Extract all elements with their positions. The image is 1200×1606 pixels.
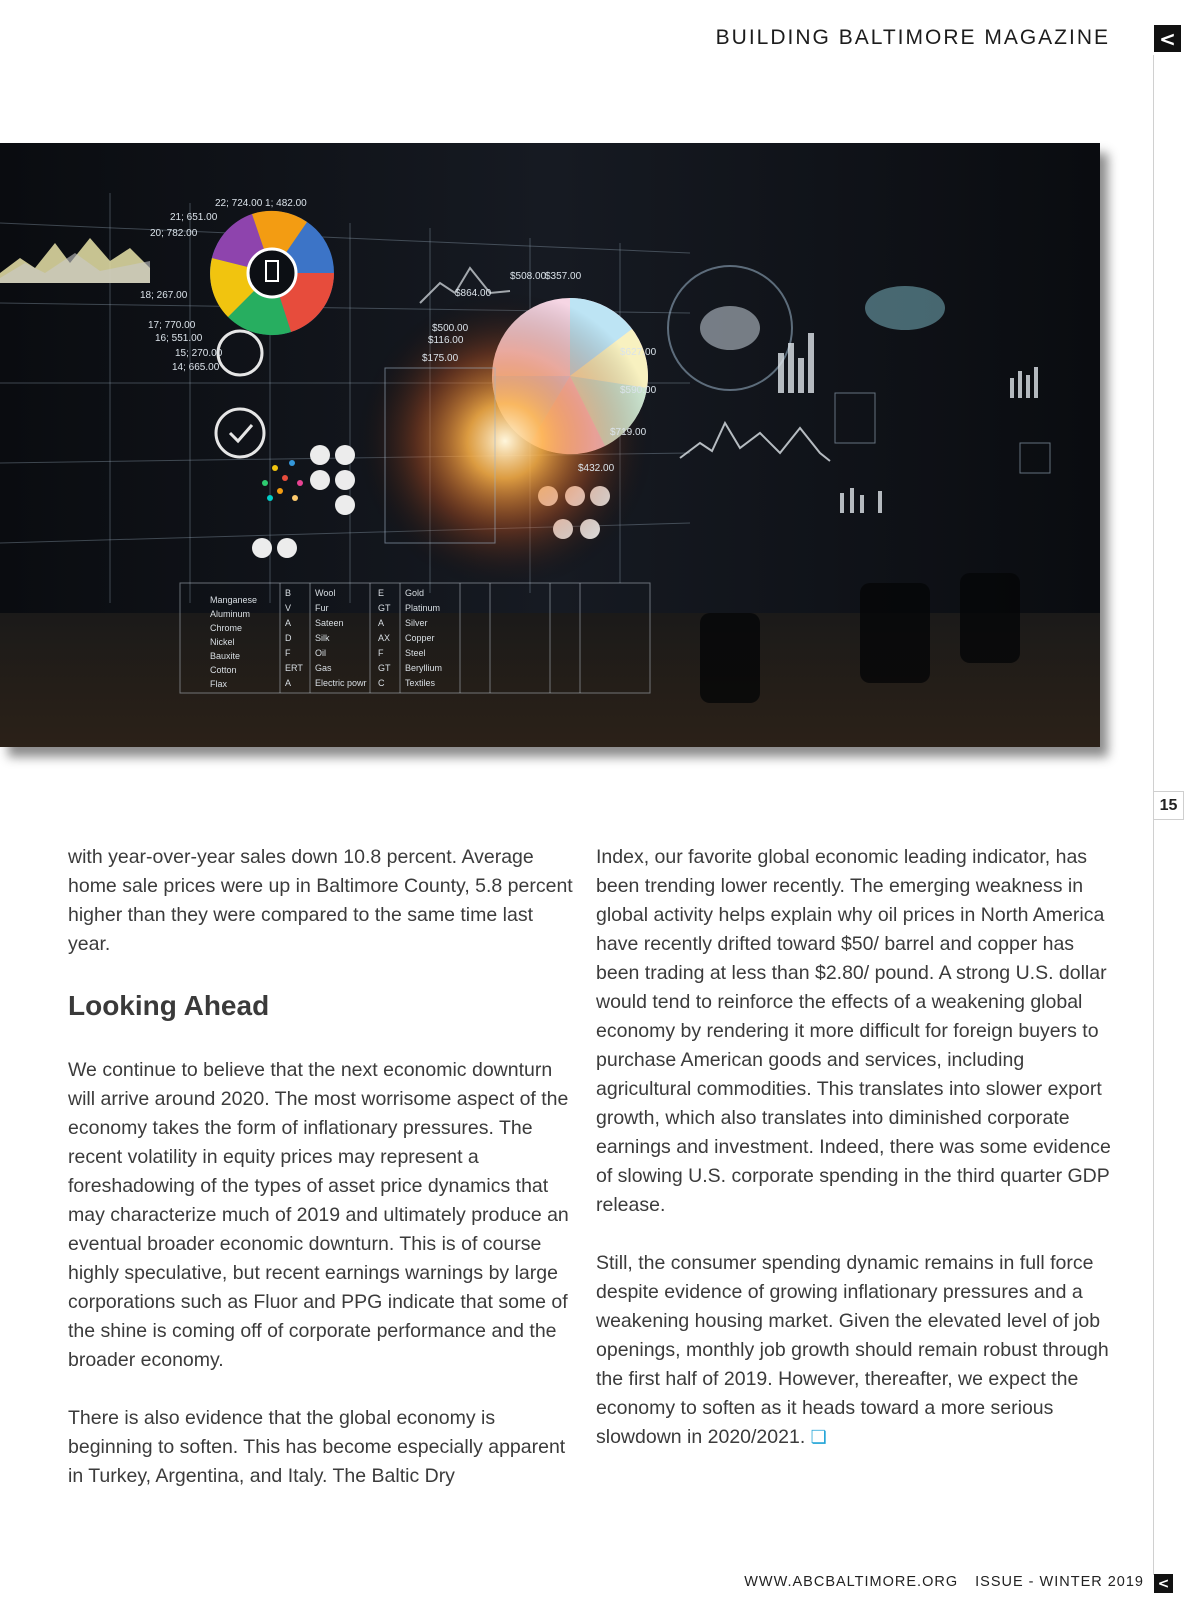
figure-label: $432.00 bbox=[578, 463, 615, 474]
table-cell: D bbox=[285, 633, 292, 643]
page-number: 15 bbox=[1153, 791, 1184, 820]
pie-chart-left bbox=[210, 211, 334, 335]
table-cell: Nickel bbox=[210, 637, 235, 647]
table-cell: A bbox=[378, 618, 385, 628]
figure-label: $175.00 bbox=[422, 353, 459, 364]
table-cell: F bbox=[378, 648, 384, 658]
figure-label: $357.00 bbox=[545, 271, 582, 282]
paragraph: with year-over-year sales down 10.8 percent. Average home sale prices were up in Baltimore County, 5.8 percent higher than they were compared to the same time last year. bbox=[68, 846, 573, 955]
footer-back-chevron-icon[interactable]: < bbox=[1154, 1574, 1173, 1593]
figure-label: $864.00 bbox=[455, 288, 492, 299]
figure-label: 15; 270.00 bbox=[175, 348, 223, 359]
lens-flare bbox=[355, 291, 655, 591]
paragraph: Index, our favorite global economic leading indicator, has been trending lower recently. The emerging weakness in global activity helps explain why oil prices in North America have recently drifted toward $50/ barrel and copper has been trading at less than $2.80/ pound. A strong U.S. dollar would tend to reinforce the effects of a weakening global economy by rendering it more difficult for foreign buyers to purchase American goods and services, including agricultural commodities. This translates into slower export growth, which also translates into diminished corporate earnings and investment. Indeed, there was some evidence of slowing U.S. corporate spending in the third quarter GDP release. bbox=[596, 846, 1111, 1216]
table-cell: Sateen bbox=[315, 618, 344, 628]
paragraph-final bbox=[596, 1249, 1116, 1452]
page-footer bbox=[744, 1574, 1144, 1590]
table-cell: Electric powr bbox=[315, 678, 367, 688]
table-cell: Gas bbox=[315, 663, 332, 673]
table-cell: Beryllium bbox=[405, 663, 443, 673]
paragraph: We continue to believe that the next economic downturn will arrive around 2020. The most worrisome aspect of the economy takes the form of inflationary pressures. The recent volatility in equity prices may represent a foreshadowing of the types of asset price dynamics that may characterize much of 2019 and ultimately produce an eventual broader economic downturn. This is of course highly speculative, but recent earnings warnings by large corporations such as Fluor and PPG indicate that some of the shine is coming off of corporate performance and the broader economy. bbox=[68, 1059, 569, 1371]
figure-label: 16; 551.00 bbox=[155, 333, 203, 344]
table-cell: Manganese bbox=[210, 595, 258, 605]
figure-label: $500.00 bbox=[432, 323, 469, 334]
table-cell: Chrome bbox=[210, 623, 243, 633]
table-cell: GT bbox=[378, 663, 391, 673]
figure-label: 21; 651.00 bbox=[170, 212, 218, 223]
table-cell: C bbox=[378, 678, 385, 688]
section-heading: Looking Ahead bbox=[68, 990, 270, 1021]
figure-label: $627.00 bbox=[620, 347, 657, 358]
table-cell: B bbox=[285, 588, 292, 598]
table-cell: GT bbox=[378, 603, 391, 613]
table-cell: Cotton bbox=[210, 665, 237, 675]
figure-label: 18; 267.00 bbox=[140, 290, 188, 301]
table-cell: Gold bbox=[405, 588, 425, 598]
hero-data-dashboard-image bbox=[0, 143, 1100, 747]
table-cell: E bbox=[378, 588, 385, 598]
figure-label: $116.00 bbox=[428, 335, 464, 346]
table-cell: Aluminum bbox=[210, 609, 251, 619]
table-cell: Silk bbox=[315, 633, 330, 643]
table-cell: Fur bbox=[315, 603, 329, 613]
table-cell: A bbox=[285, 618, 292, 628]
table-cell: Bauxite bbox=[210, 651, 241, 661]
figure-label: $508.00 bbox=[510, 271, 547, 282]
magazine-title: BUILDING BALTIMORE MAGAZINE bbox=[715, 26, 1110, 49]
figure-label: $719.00 bbox=[610, 427, 647, 438]
end-of-article-icon: ❏ bbox=[810, 1427, 827, 1448]
table-cell: V bbox=[285, 603, 292, 613]
table-cell: F bbox=[285, 648, 291, 658]
article-column-left bbox=[68, 843, 578, 1520]
table-cell: A bbox=[285, 678, 292, 688]
table-cell: Oil bbox=[315, 648, 326, 658]
figure-label: 17; 770.00 bbox=[148, 320, 196, 331]
table-cell: Platinum bbox=[405, 603, 441, 613]
footer-issue: ISSUE - WINTER 2019 bbox=[975, 1574, 1144, 1590]
hero-illustration bbox=[0, 143, 1100, 747]
footer-url[interactable]: WWW.ABCBALTIMORE.ORG bbox=[744, 1574, 959, 1590]
figure-label: $590.00 bbox=[620, 385, 657, 396]
table-cell: Flax bbox=[210, 679, 228, 689]
figure-label: 20; 782.00 bbox=[150, 228, 198, 239]
table-cell: ERT bbox=[285, 663, 303, 673]
back-chevron-icon[interactable]: < bbox=[1154, 25, 1181, 52]
figure-label: 22; 724.00 1; 482.00 bbox=[215, 198, 307, 209]
article-column-right bbox=[596, 843, 1116, 1481]
paragraph-text: Still, the consumer spending dynamic remains in full force despite evidence of growing inflationary pressures and a weakening housing market. Given the elevated level of job openings, monthly job growth should remain robust through the first half of 2019. However, thereafter, we expect the economy to soften as it heads toward a more serious slowdown in 2020/2021. bbox=[596, 1252, 1109, 1448]
paragraph: There is also evidence that the global economy is beginning to soften. This has become especially apparent in Turkey, Argentina, and Italy. The Baltic Dry bbox=[68, 1407, 566, 1487]
table-cell: Silver bbox=[405, 618, 428, 628]
table-cell: Textiles bbox=[405, 678, 436, 688]
table-cell: Copper bbox=[405, 633, 435, 643]
table-cell: Steel bbox=[405, 648, 426, 658]
table-cell: Wool bbox=[315, 588, 336, 598]
figure-label: 14; 665.00 bbox=[172, 362, 220, 373]
table-cell: AX bbox=[378, 633, 391, 643]
